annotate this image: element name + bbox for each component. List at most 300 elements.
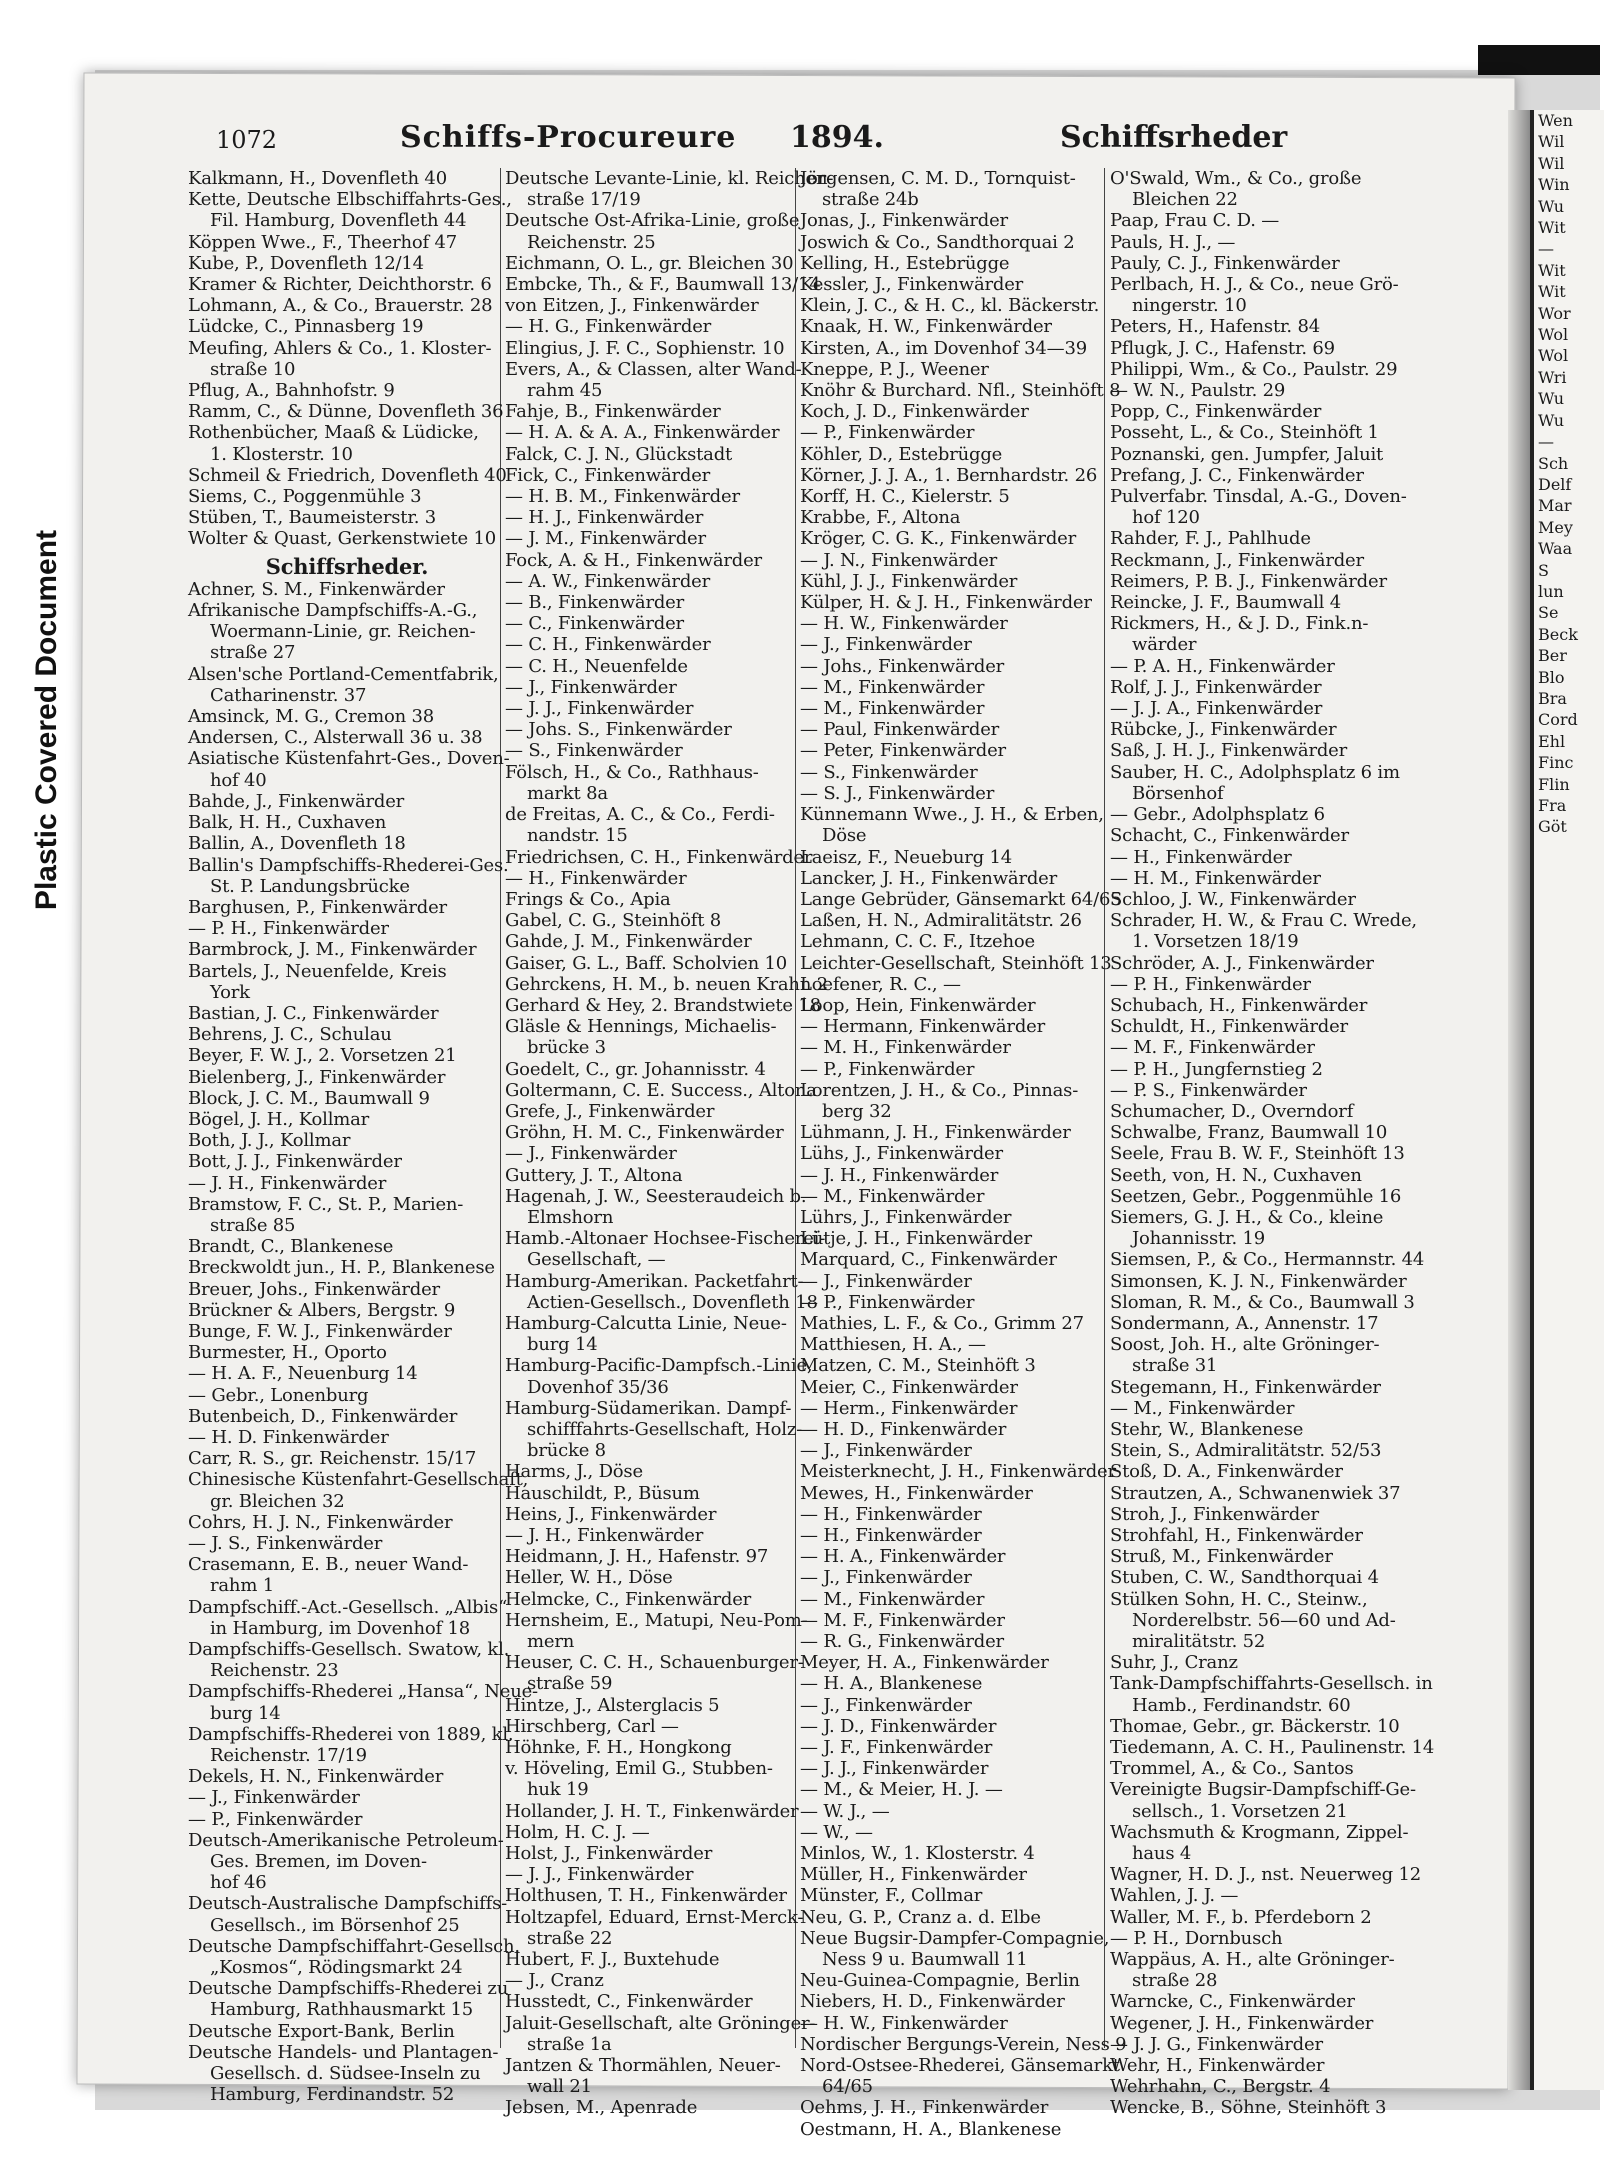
directory-entry: Jantzen & Thormählen, Neuer-: [505, 2055, 781, 2077]
directory-entry: Deutsch-Australische Dampfschiffs-: [188, 1893, 508, 1915]
directory-entry: sellsch., 1. Vorsetzen 21: [1132, 1800, 1348, 1822]
directory-entry: straße 31: [1132, 1355, 1218, 1377]
directory-entry: — J. N., Finkenwärder: [800, 549, 998, 571]
directory-entry: straße 10: [210, 358, 296, 380]
directory-entry: Seele, Frau B. W. F., Steinhöft 13: [1110, 1143, 1405, 1165]
directory-entry: — W. N., Paulstr. 29: [1110, 380, 1286, 402]
next-page-fragment: Wu: [1538, 389, 1565, 409]
next-page-fragment: Wit: [1538, 260, 1566, 280]
directory-entry: — J. F., Finkenwärder: [800, 1737, 993, 1759]
directory-entry: Dovenhof 35/36: [527, 1376, 669, 1398]
directory-entry: Hagenah, J. W., Seesteraudeich b.: [505, 1185, 807, 1207]
directory-entry: Balk, H. H., Cuxhaven: [188, 812, 387, 834]
directory-entry: Butenbeich, D., Finkenwärder: [188, 1405, 458, 1427]
directory-column-3: [800, 168, 1127, 2140]
directory-entry: Matthiesen, H. A., —: [800, 1334, 986, 1356]
directory-entry: — P., Finkenwärder: [800, 1291, 975, 1313]
directory-entry: straße 22: [527, 1927, 613, 1949]
directory-entry: Hamburg-Pacific-Dampfsch.-Linie,: [505, 1355, 813, 1377]
directory-entry: — C. H., Finkenwärder: [505, 634, 711, 656]
directory-entry: Meisterknecht, J. H., Finkenwärder: [800, 1461, 1116, 1483]
directory-entry: Ballin's Dampfschiffs-Rhederei-Ges.: [188, 854, 509, 876]
directory-entry: — M. F., Finkenwärder: [800, 1609, 1005, 1631]
next-page-edge: [1530, 110, 1604, 2090]
directory-entry: 1. Klosterstr. 10: [210, 443, 353, 465]
directory-entry: Crasemann, E. B., neuer Wand-: [188, 1554, 469, 1576]
directory-entry: Husstedt, C., Finkenwärder: [505, 1991, 753, 2013]
directory-entry: Bunge, F. W. J., Finkenwärder: [188, 1320, 452, 1342]
directory-entry: — J., Finkenwärder: [800, 1694, 972, 1716]
directory-entry: Waller, M. F., b. Pferdeborn 2: [1110, 1906, 1372, 1928]
next-page-fragment: Flin: [1538, 774, 1570, 794]
directory-entry: Barghusen, P., Finkenwärder: [188, 896, 447, 918]
directory-entry: Popp, C., Finkenwärder: [1110, 401, 1322, 423]
directory-entry: schifffahrts-Gesellschaft, Holz-: [527, 1418, 803, 1440]
directory-entry: Kelling, H., Estebrügge: [800, 252, 1010, 274]
directory-entry: Amsinck, M. G., Cremon 38: [188, 706, 435, 728]
directory-entry: straße 17/19: [527, 189, 641, 211]
next-page-fragment: Win: [1538, 175, 1570, 195]
directory-entry: Schumacher, D., Overndorf: [1110, 1100, 1354, 1122]
directory-entry: Elmshorn: [527, 1206, 614, 1228]
directory-entry: Loefener, R. C., —: [800, 973, 961, 995]
directory-entry: — M., Finkenwärder: [800, 676, 985, 698]
directory-entry: Actien-Gesellsch., Dovenfleth 18: [527, 1291, 818, 1313]
directory-entry: Burmester, H., Oporto: [188, 1342, 387, 1364]
directory-entry: Perlbach, H. J., & Co., neue Grö-: [1110, 274, 1399, 296]
directory-entry: Bögel, J. H., Kollmar: [188, 1108, 370, 1130]
directory-entry: Laßen, H. N., Admiralitätstr. 26: [800, 910, 1082, 932]
directory-entry: Reimers, P. B. J., Finkenwärder: [1110, 570, 1387, 592]
directory-entry: Pauly, C. J., Finkenwärder: [1110, 252, 1340, 274]
directory-entry: Seeth, von, H. N., Cuxhaven: [1110, 1164, 1362, 1186]
directory-entry: Külper, H. & J. H., Finkenwärder: [800, 592, 1092, 614]
directory-entry: Asiatische Küstenfahrt-Ges., Doven-: [188, 748, 510, 770]
directory-entry: — J., Finkenwärder: [505, 1143, 677, 1165]
directory-entry: Eichmann, O. L., gr. Bleichen 30: [505, 252, 794, 274]
directory-entry: Ramm, C., & Dünne, Dovenfleth 36: [188, 401, 504, 423]
directory-entry: — J. S., Finkenwärder: [188, 1533, 383, 1554]
document-label: Plastic Covered Document: [30, 529, 64, 911]
directory-entry: Harms, J., Döse: [505, 1461, 643, 1483]
directory-entry: Gröhn, H. M. C., Finkenwärder: [505, 1122, 784, 1144]
directory-entry: Bartels, J., Neuenfelde, Kreis: [188, 960, 447, 982]
next-page-fragment: Wit: [1538, 282, 1566, 302]
directory-entry: Both, J. J., Kollmar: [188, 1130, 351, 1152]
directory-entry: brücke 8: [527, 1440, 606, 1462]
next-page-fragment: Wol: [1538, 346, 1569, 366]
directory-entry: — H. A. & A. A., Finkenwärder: [505, 422, 780, 444]
directory-entry: brücke 3: [527, 1037, 606, 1059]
directory-entry: Hernsheim, E., Matupi, Neu-Pom-: [505, 1609, 808, 1631]
directory-entry: von Eitzen, J., Finkenwärder: [505, 295, 759, 317]
directory-entry: Wehrhahn, C., Bergstr. 4: [1110, 2076, 1331, 2098]
directory-entry: Alsen'sche Portland-Cementfabrik,: [188, 663, 499, 685]
directory-entry: Brückner & Albers, Bergstr. 9: [188, 1299, 456, 1321]
directory-entry: berg 32: [822, 1100, 892, 1122]
directory-entry: Gesellschaft, —: [527, 1249, 666, 1271]
directory-entry: Strautzen, A., Schwanenwiek 37: [1110, 1482, 1401, 1504]
directory-entry: Reichenstr. 23: [210, 1660, 339, 1682]
directory-entry: straße 59: [527, 1673, 613, 1695]
directory-entry: Rolf, J. J., Finkenwärder: [1110, 676, 1322, 698]
directory-entry: Heuser, C. C. H., Schauenburger-: [505, 1652, 804, 1674]
directory-entry: — P. H., Finkenwärder: [188, 918, 389, 940]
directory-entry: Dampfschiffs-Gesellsch. Swatow, kl.: [188, 1639, 510, 1661]
directory-entry: Krabbe, F., Altona: [800, 507, 961, 529]
directory-entry: Simonsen, K. J. N., Finkenwärder: [1110, 1270, 1407, 1292]
directory-entry: York: [210, 981, 250, 1003]
directory-entry: Heidmann, J. H., Hafenstr. 97: [505, 1546, 769, 1568]
directory-entry: Heller, W. H., Döse: [505, 1567, 673, 1589]
directory-entry: Kessler, J., Finkenwärder: [800, 274, 1024, 296]
next-page-fragment: lun: [1538, 581, 1564, 601]
directory-entry: Körner, J. J. A., 1. Bernhardstr. 26: [800, 464, 1098, 486]
directory-entry: Suhr, J., Cranz: [1110, 1652, 1238, 1674]
directory-entry: — J. J., Finkenwärder: [505, 1864, 694, 1886]
directory-entry: Leichter-Gesellschaft, Steinhöft 13: [800, 952, 1112, 974]
directory-entry: — P. H., Finkenwärder: [1110, 973, 1311, 995]
directory-entry: Chinesische Küstenfahrt-Gesellschaft,: [188, 1469, 529, 1491]
directory-entry: Posseht, L., & Co., Steinhöft 1: [1110, 422, 1379, 444]
directory-entry: huk 19: [527, 1779, 589, 1801]
directory-entry: Köhler, D., Estebrügge: [800, 443, 1003, 465]
next-page-fragment: Se: [1538, 603, 1559, 623]
directory-entry: Meyer, H. A., Finkenwärder: [800, 1652, 1049, 1674]
directory-entry: — J., Finkenwärder: [800, 1270, 972, 1292]
directory-entry: — M., Finkenwärder: [800, 1588, 985, 1610]
next-page-fragment: Blo: [1538, 667, 1565, 687]
directory-entry: Jaluit-Gesellschaft, alte Gröninger-: [505, 2012, 816, 2034]
directory-entry: v. Höveling, Emil G., Stubben-: [505, 1758, 773, 1780]
directory-entry: Marquard, C., Finkenwärder: [800, 1249, 1057, 1271]
directory-entry: Bleichen 22: [1132, 189, 1238, 211]
directory-entry: Siemsen, P., & Co., Hermannstr. 44: [1110, 1249, 1425, 1271]
directory-entry: Wehr, H., Finkenwärder: [1110, 2055, 1325, 2077]
directory-entry: straße 27: [210, 642, 296, 664]
directory-entry: Gerhard & Hey, 2. Brandstwiete 18: [505, 994, 821, 1016]
directory-entry: — H., Finkenwärder: [505, 867, 687, 889]
directory-entry: Gaiser, G. L., Baff. Scholvien 10: [505, 952, 788, 974]
directory-entry: straße 85: [210, 1214, 296, 1236]
directory-entry: Deutsche Dampfschiffahrt-Gesellsch.: [188, 1935, 520, 1957]
directory-entry: — S., Finkenwärder: [800, 761, 978, 783]
directory-entry: Loop, Hein, Finkenwärder: [800, 994, 1036, 1016]
directory-entry: — J. J. A., Finkenwärder: [1110, 698, 1323, 720]
directory-entry: Poznanski, gen. Jumpfer, Jaluit: [1110, 443, 1384, 465]
directory-entry: Schubach, H., Finkenwärder: [1110, 994, 1368, 1016]
directory-entry: Gahde, J. M., Finkenwärder: [505, 931, 752, 953]
directory-entry: hof 40: [210, 769, 267, 791]
directory-entry: — H. W., Finkenwärder: [800, 2012, 1008, 2034]
directory-entry: Struß, M., Finkenwärder: [1110, 1546, 1333, 1568]
directory-entry: Hamburg, Rathhausmarkt 15: [210, 1999, 474, 2021]
directory-entry: Rickmers, H., & J. D., Fink.n-: [1110, 613, 1369, 635]
directory-entry: Sondermann, A., Annenstr. 17: [1110, 1312, 1379, 1334]
directory-entry: Dampfschiff.-Act.-Gesellsch. „Albis“: [188, 1596, 508, 1618]
next-page-fragment: Wen: [1538, 111, 1573, 130]
directory-entry: Warncke, C., Finkenwärder: [1110, 1991, 1355, 2013]
directory-entry: — H. J., Finkenwärder: [505, 507, 704, 529]
next-page-fragment: Beck: [1538, 624, 1578, 644]
next-page-fragment: Waa: [1538, 539, 1573, 559]
directory-entry: Sloman, R. M., & Co., Baumwall 3: [1110, 1291, 1415, 1313]
directory-entry: — P., Finkenwärder: [188, 1808, 363, 1830]
year: 1894.: [790, 120, 884, 155]
next-page-fragment: Fra: [1538, 796, 1567, 815]
directory-entry: Holtzapfel, Eduard, Ernst-Merck-: [505, 1906, 804, 1928]
directory-entry: — P. H., Dornbusch: [1110, 1927, 1283, 1949]
next-page-fragment: Wit: [1538, 218, 1566, 238]
directory-entry: Klein, J. C., & H. C., kl. Bäckerstr.: [800, 295, 1100, 317]
directory-entry: Tank-Dampfschiffahrts-Gesellsch. in: [1110, 1673, 1433, 1695]
directory-entry: Börsenhof: [1132, 782, 1224, 804]
directory-entry: Holthusen, T. H., Finkenwärder: [505, 1885, 787, 1907]
directory-entry: markt 8a: [527, 782, 608, 804]
directory-entry: Ges. Bremen, im Doven-: [210, 1851, 427, 1873]
directory-entry: — J., Cranz: [505, 1970, 604, 1992]
directory-entry: Mewes, H., Finkenwärder: [800, 1482, 1033, 1504]
directory-entry: Stehr, W., Blankenese: [1110, 1418, 1304, 1440]
directory-entry: Bastian, J. C., Finkenwärder: [188, 1002, 439, 1024]
directory-entry: Stüben, T., Baumeisterstr. 3: [188, 507, 437, 529]
directory-entry: Block, J. C. M., Baumwall 9: [188, 1087, 430, 1109]
directory-entry: Sauber, H. C., Adolphsplatz 6 im: [1110, 761, 1400, 783]
directory-entry: Wencke, B., Söhne, Steinhöft 3: [1110, 2097, 1387, 2119]
directory-entry: Ness 9 u. Baumwall 11: [822, 1949, 1028, 1971]
directory-entry: Deutsche Ost-Afrika-Linie, große: [505, 210, 800, 232]
directory-entry: hof 120: [1132, 507, 1200, 529]
directory-entry: Lorentzen, J. H., & Co., Pinnas-: [800, 1079, 1079, 1101]
directory-entry: — Peter, Finkenwärder: [800, 740, 1006, 762]
directory-entry: — W., —: [800, 1821, 873, 1843]
next-page-fragment: Wil: [1538, 153, 1565, 173]
directory-entry: Dampfschiffs-Rhederei von 1889, kl.: [188, 1723, 514, 1745]
directory-entry: Evers, A., & Classen, alter Wand-: [505, 358, 802, 380]
directory-entry: — J., Finkenwärder: [188, 1787, 360, 1809]
directory-entry: Neu-Guinea-Compagnie, Berlin: [800, 1970, 1080, 1992]
directory-entry: burg 14: [527, 1334, 598, 1356]
directory-entry: Pulverfabr. Tinsdal, A.-G., Doven-: [1110, 486, 1407, 508]
next-page-fragment: Finc: [1538, 753, 1574, 773]
directory-entry: Paap, Frau C. D. —: [1110, 210, 1280, 232]
directory-entry: — S. J., Finkenwärder: [800, 782, 995, 804]
directory-entry: Neu, G. P., Cranz a. d. Elbe: [800, 1906, 1041, 1928]
directory-entry: St. P. Landungsbrücke: [210, 875, 410, 897]
directory-entry: Hamb., Ferdinandstr. 60: [1132, 1694, 1351, 1716]
next-page-fragment: —: [1538, 432, 1554, 452]
directory-entry: — H. A., Finkenwärder: [800, 1546, 1006, 1568]
directory-entry: Falck, C. J. N., Glückstadt: [505, 443, 733, 465]
directory-entry: — H. A. F., Neuenburg 14: [188, 1363, 418, 1385]
directory-entry: Behrens, J. C., Schulau: [188, 1024, 392, 1046]
directory-entry: Kramer & Richter, Deichthorstr. 6: [188, 274, 492, 296]
directory-entry: Deutsche Levante-Linie, kl. Reichen-: [505, 168, 834, 189]
directory-entry: Achner, S. M., Finkenwärder: [188, 578, 445, 600]
directory-entry: — H. B. M., Finkenwärder: [505, 486, 740, 508]
directory-entry: Matzen, C. M., Steinhöft 3: [800, 1355, 1036, 1377]
directory-entry: — J., Finkenwärder: [800, 1567, 972, 1589]
directory-entry: Koch, J. D., Finkenwärder: [800, 401, 1029, 423]
directory-entry: Pauls, H. J., —: [1110, 231, 1236, 253]
directory-entry: Woermann-Linie, gr. Reichen-: [210, 621, 476, 643]
directory-entry: Rahder, F. J., Pahlhude: [1110, 528, 1311, 550]
directory-entry: Stroh, J., Finkenwärder: [1110, 1503, 1319, 1525]
directory-entry: Stülken Sohn, H. C., Steinw.,: [1110, 1588, 1368, 1610]
directory-entry: Lütje, J. H., Finkenwärder: [800, 1228, 1032, 1250]
directory-entry: — P., Finkenwärder: [800, 1058, 975, 1080]
directory-column-1: [188, 168, 538, 2106]
directory-entry: — Gebr., Lonenburg: [188, 1384, 369, 1406]
directory-entry: Philippi, Wm., & Co., Paulstr. 29: [1110, 358, 1398, 380]
directory-entry: Tiedemann, A. C. H., Paulinenstr. 14: [1110, 1737, 1435, 1759]
directory-entry: Niebers, H. D., Finkenwärder: [800, 1991, 1065, 2013]
directory-entry: Fölsch, H., & Co., Rathhaus-: [505, 761, 759, 783]
directory-entry: Stuben, C. W., Sandthorquai 4: [1110, 1567, 1379, 1589]
directory-entry: Lüdcke, C., Pinnasberg 19: [188, 316, 424, 338]
scan-edge-shadow: [1478, 45, 1600, 75]
next-page-fragment: Wu: [1538, 410, 1565, 430]
directory-entry: Hamburg-Südamerikan. Dampf-: [505, 1397, 792, 1419]
directory-entry: rahm 45: [527, 380, 603, 402]
directory-entry: hof 46: [210, 1872, 267, 1894]
page-number: 1072: [216, 126, 278, 154]
directory-entry: Goltermann, C. E. Success., Altona: [505, 1079, 817, 1101]
directory-entry: 64/65: [822, 2076, 873, 2098]
directory-entry: — H. G., Finkenwärder: [505, 316, 712, 338]
directory-entry: Gesellsch., im Börsenhof 25: [210, 1914, 460, 1936]
next-page-fragment: Ber: [1538, 646, 1567, 666]
directory-entry: Reincke, J. F., Baumwall 4: [1110, 592, 1341, 614]
directory-entry: Hubert, F. J., Buxtehude: [505, 1949, 720, 1971]
directory-entry: Carr, R. S., gr. Reichenstr. 15/17: [188, 1448, 477, 1470]
directory-entry: Wagner, H. D. J., nst. Neuerweg 12: [1110, 1864, 1422, 1886]
directory-entry: Lange Gebrüder, Gänsemarkt 64/65: [800, 888, 1122, 910]
directory-entry: ningerstr. 10: [1132, 295, 1247, 317]
directory-entry: in Hamburg, im Dovenhof 18: [210, 1617, 471, 1639]
directory-entry: Thomae, Gebr., gr. Bäckerstr. 10: [1110, 1715, 1400, 1737]
directory-entry: — Gebr., Adolphsplatz 6: [1110, 804, 1325, 826]
next-page-fragment: Mar: [1538, 496, 1572, 516]
directory-entry: Norderelbstr. 56—60 und Ad-: [1132, 1609, 1396, 1631]
next-page-fragment: Ehl: [1538, 731, 1566, 751]
directory-entry: Kirsten, A., im Dovenhof 34—39: [800, 337, 1087, 359]
directory-entry: — J. H., Finkenwärder: [188, 1172, 387, 1194]
directory-entry: — J. J., Finkenwärder: [800, 1758, 989, 1780]
next-page-fragment: Wil: [1538, 132, 1565, 152]
next-page-fragment: Cord: [1538, 710, 1578, 730]
page-header: [150, 120, 1510, 165]
directory-entry: Hintze, J., Alsterglacis 5: [505, 1694, 720, 1716]
directory-entry: — J. M., Finkenwärder: [505, 528, 706, 550]
next-page-fragment: Wol: [1538, 325, 1569, 345]
directory-entry: Deutsche Handels- und Plantagen-: [188, 2041, 499, 2063]
directory-entry: Hamburg-Amerikan. Packetfahrt-: [505, 1270, 804, 1292]
directory-entry: Trommel, A., & Co., Santos: [1110, 1758, 1354, 1780]
directory-entry: — J. H., Finkenwärder: [800, 1164, 999, 1186]
directory-entry: Lancker, J. H., Finkenwärder: [800, 867, 1058, 889]
directory-entry: — J., Finkenwärder: [800, 634, 972, 656]
directory-entry: — P., Finkenwärder: [800, 422, 975, 444]
directory-entry: Holm, H. C. J. —: [505, 1821, 650, 1843]
directory-entry: Mathies, L. F., & Co., Grimm 27: [800, 1312, 1084, 1334]
directory-entry: Kröger, C. G. K., Finkenwärder: [800, 528, 1077, 550]
directory-entry: Oehms, J. H., Finkenwärder: [800, 2097, 1049, 2119]
directory-entry: Breckwoldt jun., H. P., Blankenese: [188, 1257, 495, 1279]
directory-entry: 1. Vorsetzen 18/19: [1132, 931, 1299, 953]
directory-entry: — Johs. S., Finkenwärder: [505, 719, 732, 741]
directory-entry: rahm 1: [210, 1575, 274, 1597]
next-page-fragment: Wor: [1538, 303, 1571, 323]
directory-entry: Prefang, J. C., Finkenwärder: [1110, 464, 1364, 486]
directory-entry: Schmeil & Friedrich, Dovenfleth 40: [188, 464, 507, 486]
directory-entry: Pflugk, J. C., Hafenstr. 69: [1110, 337, 1335, 359]
directory-entry: Müller, H., Finkenwärder: [800, 1864, 1027, 1886]
directory-entry: Stein, S., Admiralitätstr. 52/53: [1110, 1440, 1382, 1462]
directory-entry: — S., Finkenwärder: [505, 740, 683, 762]
directory-entry: Cohrs, H. J. N., Finkenwärder: [188, 1511, 453, 1533]
directory-entry: Reichenstr. 17/19: [210, 1745, 367, 1767]
directory-entry: burg 14: [210, 1702, 281, 1724]
directory-entry: Hamb.-Altonaer Hochsee-Fischerei-: [505, 1228, 826, 1250]
directory-column-2: [505, 168, 834, 2119]
directory-entry: Stegemann, H., Finkenwärder: [1110, 1376, 1381, 1398]
directory-entry: Bahde, J., Finkenwärder: [188, 790, 405, 812]
directory-entry: Ballin, A., Dovenfleth 18: [188, 833, 406, 855]
next-page-fragment: Wu: [1538, 196, 1565, 216]
directory-entry: Jebsen, M., Apenrade: [505, 2097, 698, 2119]
directory-entry: Wachsmuth & Krogmann, Zippel-: [1110, 1821, 1409, 1843]
directory-entry: Nordischer Bergungs-Verein, Ness 9: [800, 2033, 1127, 2055]
directory-entry: — M., Finkenwärder: [800, 698, 985, 720]
directory-entry: Andersen, C., Alsterwall 36 u. 38: [188, 727, 483, 749]
directory-entry: — W. J., —: [800, 1800, 890, 1822]
directory-entry: Brandt, C., Blankenese: [188, 1236, 394, 1258]
directory-entry: Joswich & Co., Sandthorquai 2: [800, 231, 1075, 253]
directory-entry: — H. D., Finkenwärder: [800, 1418, 1007, 1440]
directory-entry: Holst, J., Finkenwärder: [505, 1843, 713, 1865]
directory-entry: Bielenberg, J., Finkenwärder: [188, 1066, 446, 1088]
directory-entry: Wegener, J. H., Finkenwärder: [1110, 2012, 1374, 2034]
directory-entry: — C. H., Neuenfelde: [505, 655, 688, 677]
directory-entry: Laeisz, F., Neueburg 14: [800, 846, 1013, 868]
directory-entry: Gehrckens, H. M., b. neuen Krahn 2: [505, 973, 828, 995]
running-title-right: Schiffsrheder: [1060, 120, 1288, 155]
next-page-fragment: Göt: [1538, 817, 1567, 837]
directory-entry: Münster, F., Collmar: [800, 1885, 983, 1907]
directory-entry: Bott, J. J., Finkenwärder: [188, 1151, 402, 1173]
directory-entry: Hamburg, Ferdinandstr. 52: [210, 2084, 455, 2106]
directory-entry: Gläsle & Hennings, Michaelis-: [505, 1016, 777, 1038]
directory-entry: Hirschberg, Carl —: [505, 1715, 679, 1737]
directory-entry: mern: [527, 1631, 575, 1653]
directory-entry: „Kosmos“, Rödingsmarkt 24: [210, 1957, 463, 1979]
directory-entry: — H., Finkenwärder: [800, 1525, 982, 1546]
directory-entry: Schacht, C., Finkenwärder: [1110, 825, 1349, 847]
directory-entry: Dampfschiffs-Rhederei „Hansa“, Neue-: [188, 1681, 538, 1703]
directory-entry: Catharinenstr. 37: [210, 684, 367, 706]
directory-entry: — B., Finkenwärder: [505, 592, 685, 614]
directory-entry: Künnemann Wwe., J. H., & Erben,: [800, 804, 1104, 826]
directory-entry: — M., Finkenwärder: [1110, 1397, 1295, 1419]
directory-entry: — J. J. G., Finkenwärder: [1110, 2033, 1323, 2055]
directory-entry: Kette, Deutsche Elbschiffahrts-Ges.,: [188, 189, 512, 211]
directory-entry: Meufing, Ahlers & Co., 1. Kloster-: [188, 337, 492, 359]
directory-entry: Kube, P., Dovenfleth 12/14: [188, 252, 424, 274]
directory-entry: — P. S., Finkenwärder: [1110, 1079, 1307, 1101]
directory-entry: Fahje, B., Finkenwärder: [505, 401, 721, 423]
directory-entry: Siemers, G. J. H., & Co., kleine: [1110, 1206, 1384, 1228]
